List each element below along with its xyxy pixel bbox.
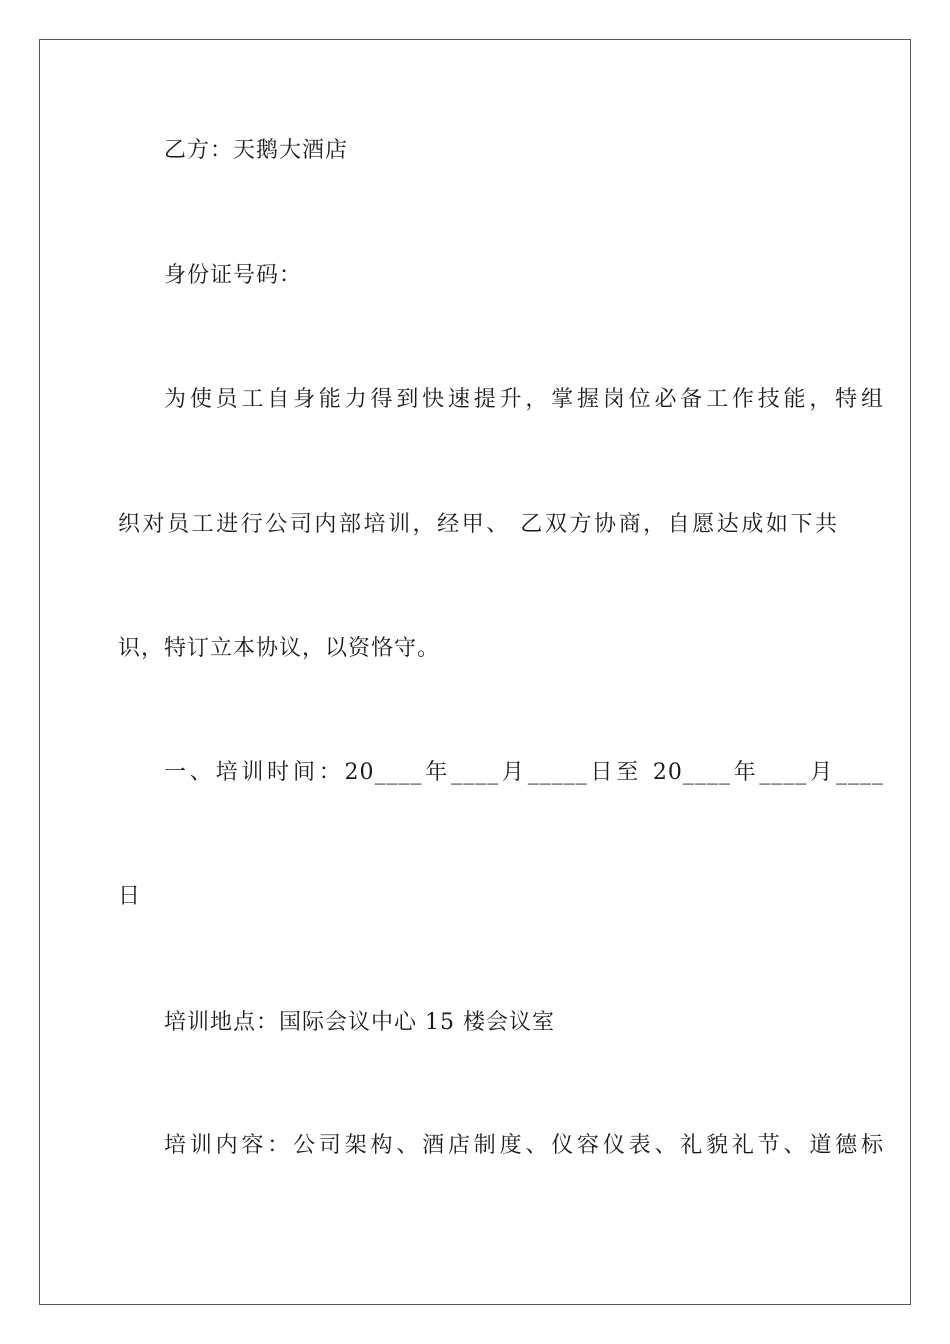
training-location-line: 培训地点：国际会议中心 15 楼会议室: [164, 1010, 555, 1035]
intro-line-1: 为使员工自身能力得到快速提升，掌握岗位必备工作技能，特组: [164, 387, 884, 412]
intro-line-2: 织对员工进行公司内部培训，经甲、 乙双方协商，自愿达成如下共: [118, 512, 838, 537]
id-number-line: 身份证号码：: [164, 263, 303, 288]
intro-line-3: 识，特订立本协议，以资恪守。: [118, 636, 441, 661]
training-content-line: 培训内容：公司架构、酒店制度、仪容仪表、礼貌礼节、道德标: [164, 1133, 884, 1158]
party-b-line: 乙方：天鹅大酒店: [164, 138, 349, 163]
training-time-line-2: 日: [118, 884, 142, 909]
training-time-line-1: 一、培训时间：20____年____月_____日至 20____年____月____: [164, 760, 884, 785]
page-border: [39, 39, 911, 1305]
